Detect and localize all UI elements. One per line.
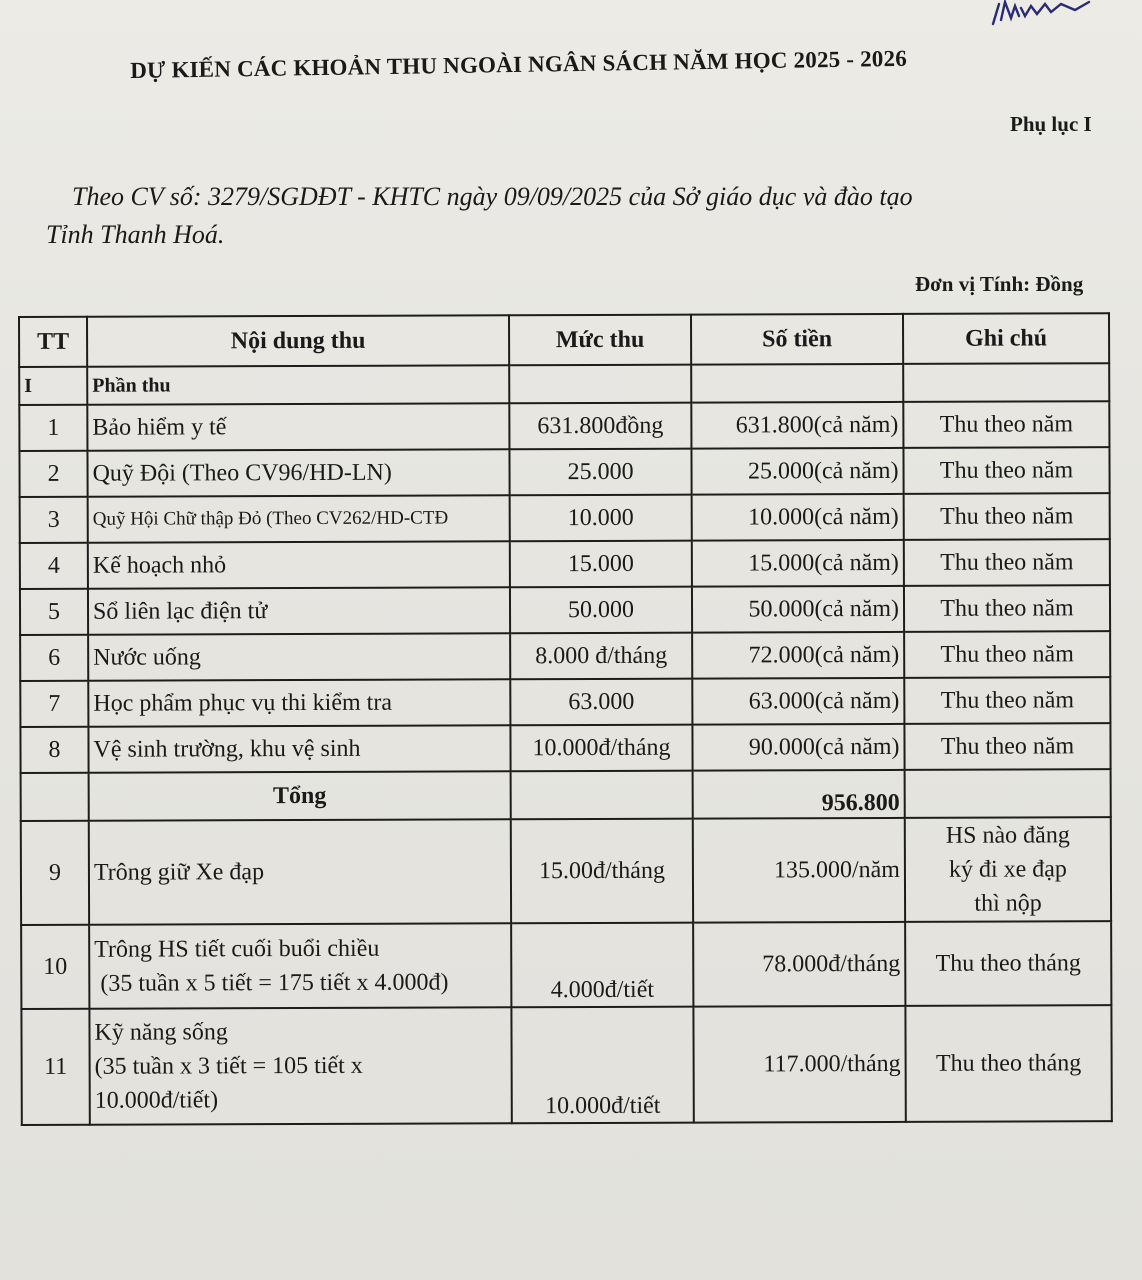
header-note: Ghi chú (903, 313, 1109, 364)
handwritten-signature (985, 0, 1095, 30)
table-row: 9 Trông giữ Xe đạp 15.00đ/tháng 135.000/năm HS nào đăng ký đi xe đạp thì nộp (21, 817, 1111, 925)
header-tt: TT (19, 317, 87, 367)
header-rate: Mức thu (509, 315, 691, 366)
table-header-row (19, 313, 1109, 367)
unit-label: Đơn vị Tính: Đồng (915, 272, 1084, 296)
table-row: 11 Kỹ năng sống (35 tuần x 3 tiết = 105 tiết x 10.000đ/tiết) 10.000đ/tiết 117.000/tháng Thu theo tháng (21, 1005, 1111, 1125)
total-amount: 956.800 (693, 770, 905, 819)
total-row (21, 769, 1111, 821)
table-row: 4 Kế hoạch nhỏ 15.000 15.000(cả năm) Thu theo năm (20, 539, 1110, 589)
table-row: 2 Quỹ Đội (Theo CV96/HD-LN) 25.000 25.000(cả năm) Thu theo năm (19, 447, 1109, 497)
section-label: Phần thu (87, 365, 509, 404)
appendix-label: Phụ lục I (1010, 112, 1092, 136)
content-multiline: Kỹ năng sống (35 tuần x 3 tiết = 105 tiết x 10.000đ/tiết) (89, 1007, 511, 1124)
table-row: 8 Vệ sinh trường, khu vệ sinh 10.000đ/tháng 90.000(cả năm) Thu theo năm (20, 723, 1110, 773)
reference-line-2: Tỉnh Thanh Hoá. (46, 220, 225, 249)
table-row: 10 Trông HS tiết cuối buổi chiều (35 tuần x 5 tiết = 175 tiết x 4.000đ) 4.000đ/tiết 78.000đ/tháng Thu theo tháng (21, 921, 1111, 1009)
table-row: 1 Bảo hiểm y tế 631.800đồng 631.800(cả năm) Thu theo năm (19, 401, 1109, 451)
document-title: DỰ KIẾN CÁC KHOẢN THU NGOÀI NGÂN SÁCH NĂM HỌC 2025 - 2026 (130, 45, 908, 83)
header-amount: Số tiền (691, 314, 903, 365)
reference-note (46, 178, 1106, 254)
note-multiline: HS nào đăng ký đi xe đạp thì nộp (905, 817, 1111, 922)
section-row (19, 363, 1109, 405)
table-row: 6 Nước uống 8.000 đ/tháng 72.000(cả năm) Thu theo năm (20, 631, 1110, 681)
table-row: 7 Học phẩm phục vụ thi kiểm tra 63.000 63.000(cả năm) Thu theo năm (20, 677, 1110, 727)
total-label: Tổng (89, 771, 511, 820)
fee-table (18, 312, 1113, 1126)
section-number: I (19, 367, 87, 405)
table-row: 5 Sổ liên lạc điện tử 50.000 50.000(cả năm) Thu theo năm (20, 585, 1110, 635)
header-content: Nội dung thu (87, 315, 509, 366)
content-multiline: Trông HS tiết cuối buổi chiều (35 tuần x 5 tiết = 175 tiết x 4.000đ) (89, 923, 511, 1008)
reference-line-1: Theo CV số: 3279/SGDĐT - KHTC ngày 09/09/2025 của Sở giáo dục và đào tạo (72, 182, 913, 211)
table-row: 3 Quỹ Hội Chữ thập Đỏ (Theo CV262/HD-CTĐ 10.000 10.000(cả năm) Thu theo năm (20, 493, 1110, 543)
